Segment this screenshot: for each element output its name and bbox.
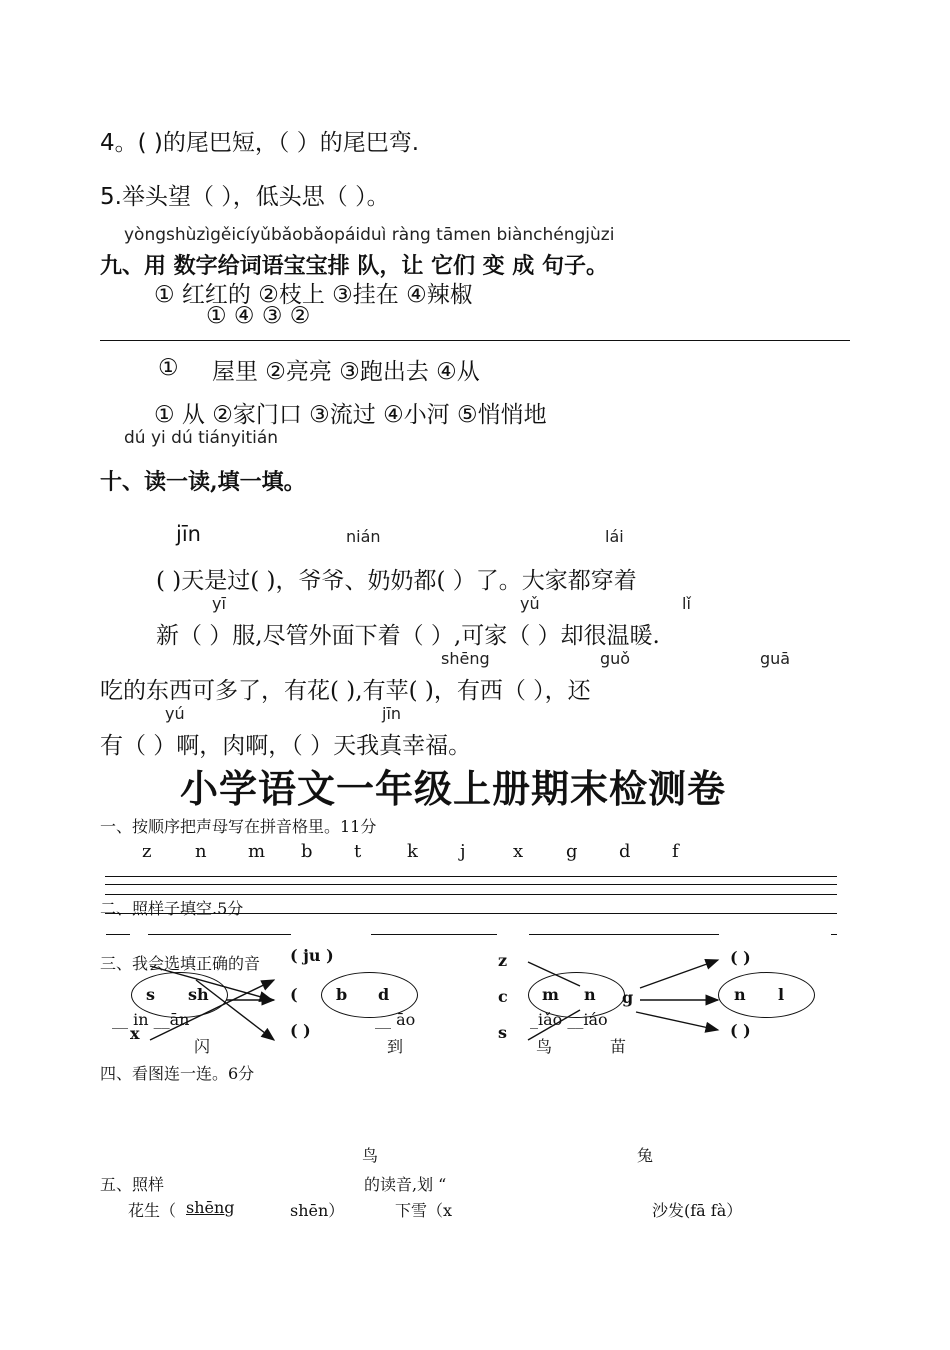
part9-group1-order: ① ④ ③ ② <box>206 303 311 329</box>
section1-heading: 一、按顺序把声母写在拼音格里。11分 <box>100 817 377 836</box>
option-b: b <box>336 985 348 1004</box>
pinyin-yu-2: yú <box>165 704 185 723</box>
part9-group1-words: ① 红红的 ②枝上 ③挂在 ④辣椒 <box>154 282 473 308</box>
part9-group3-pinyin: dú yi dú tiányitián <box>124 428 279 448</box>
letter: b <box>301 841 313 862</box>
option-z: z <box>498 951 508 970</box>
letter: j <box>460 841 466 862</box>
fill-line-3: 吃的东西可多了，有花( ),有苹( )，有西（ ），还 <box>100 678 591 704</box>
pinyin-sheng: shēng <box>441 649 490 668</box>
item-huasheng-pinyin: shēng <box>186 1198 235 1217</box>
choice-oval-n-l <box>718 972 815 1018</box>
pinyin-jin-1: jīn <box>176 522 201 546</box>
pinyin-nian: nián <box>346 527 381 546</box>
fill-line-2: 新（ ）服,尽管外面下着（ ）,可家（ ）却很温暖. <box>156 623 660 649</box>
pinyin-li: lǐ <box>682 594 691 613</box>
option-c: c <box>498 987 508 1006</box>
letter: m <box>248 841 266 862</box>
item-huasheng-pinyin-2: shēn） <box>290 1201 345 1220</box>
letter: n <box>195 841 207 862</box>
option-s: s <box>146 985 156 1004</box>
letter: t <box>354 841 362 862</box>
letter: z <box>142 841 152 862</box>
pinyin-jin-2: jīn <box>382 704 402 723</box>
label-niao: 鸟 <box>362 1146 379 1165</box>
fill-line-1: ( )天是过( )，爷爷、奶奶都( ）了。大家都穿着 <box>156 568 637 594</box>
option-sh: sh <box>188 985 209 1004</box>
part9-group2-number: ① <box>158 355 179 381</box>
item-shafa: 沙发(fā fà） <box>652 1201 743 1220</box>
section5-heading: 五、照样 <box>100 1175 165 1194</box>
option-d: d <box>378 985 390 1004</box>
fill-line-4: 有（ ）啊，肉啊，（ ）天我真幸福。 <box>100 733 472 759</box>
section3-ju: ( ju ) <box>290 946 334 965</box>
letter: g <box>566 841 578 862</box>
part10-heading: 十、读一读,填一填。 <box>100 469 306 495</box>
section2-heading: 二、照样子填空.5分 <box>100 899 244 918</box>
question-5: 5.举头望（ ），低头思（ ）。 <box>100 184 390 210</box>
section5-heading-cont: 的读音,划 “ <box>364 1175 447 1194</box>
option-m: m <box>542 985 559 1004</box>
option-l: l <box>778 985 785 1004</box>
paren-left: ( <box>290 985 298 1004</box>
char-niao: 鸟 <box>536 1037 553 1056</box>
blank-iao: _iǎo __iáo <box>530 1010 608 1029</box>
option-x: x <box>130 1024 140 1043</box>
letter: x <box>513 841 524 862</box>
part9-group2-words: 屋里 ②亮亮 ③跑出去 ④从 <box>212 359 480 385</box>
option-n: n <box>584 985 596 1004</box>
section4-heading: 四、看图连一连。6分 <box>100 1064 255 1083</box>
blank-in-an: __ in __ān <box>112 1010 190 1029</box>
section3-heading: 三、我会选填正确的音 <box>100 954 261 973</box>
paren-answer-bottom: ( ) <box>730 1021 751 1040</box>
char-shan: 闪 <box>194 1037 211 1056</box>
item-huasheng: 花生（ <box>128 1201 177 1220</box>
pinyin-yi: yī <box>212 594 226 613</box>
part9-group3-words: ① 从 ②家门口 ③流过 ④小河 ⑤悄悄地 <box>154 402 547 428</box>
label-tu: 兔 <box>637 1146 654 1165</box>
char-miao: 苗 <box>610 1037 627 1056</box>
question-4: 4。( )的尾巴短，（ ）的尾巴弯. <box>100 130 420 156</box>
item-xiaxue: 下雪（x <box>395 1201 453 1220</box>
part9-pinyin: yòngshùzìgěicíyǔbǎobǎopáiduì ràng tāmen biànchéngjùzi <box>124 225 615 245</box>
letter: d <box>619 841 631 862</box>
exam-title: 小学语文一年级上册期末检测卷 <box>180 767 727 811</box>
pinyin-yu: yǔ <box>520 594 540 613</box>
paren-answer: ( ) <box>290 1021 311 1040</box>
pinyin-guo: guǒ <box>600 649 631 668</box>
option-n-2: n <box>734 985 746 1004</box>
letter: k <box>407 841 418 862</box>
blank-ao: __ āo <box>375 1010 416 1029</box>
pinyin-gua: guā <box>760 649 791 668</box>
char-dao: 到 <box>387 1037 404 1056</box>
letter: f <box>672 841 679 862</box>
option-s-2: s <box>498 1023 508 1042</box>
paren-answer-top: ( ) <box>730 948 751 967</box>
pinyin-lai: lái <box>605 527 624 546</box>
part9-heading: 九、用 数字给词语宝宝排 队，让 它们 变 成 句子。 <box>100 253 608 279</box>
option-g: g <box>622 988 634 1007</box>
